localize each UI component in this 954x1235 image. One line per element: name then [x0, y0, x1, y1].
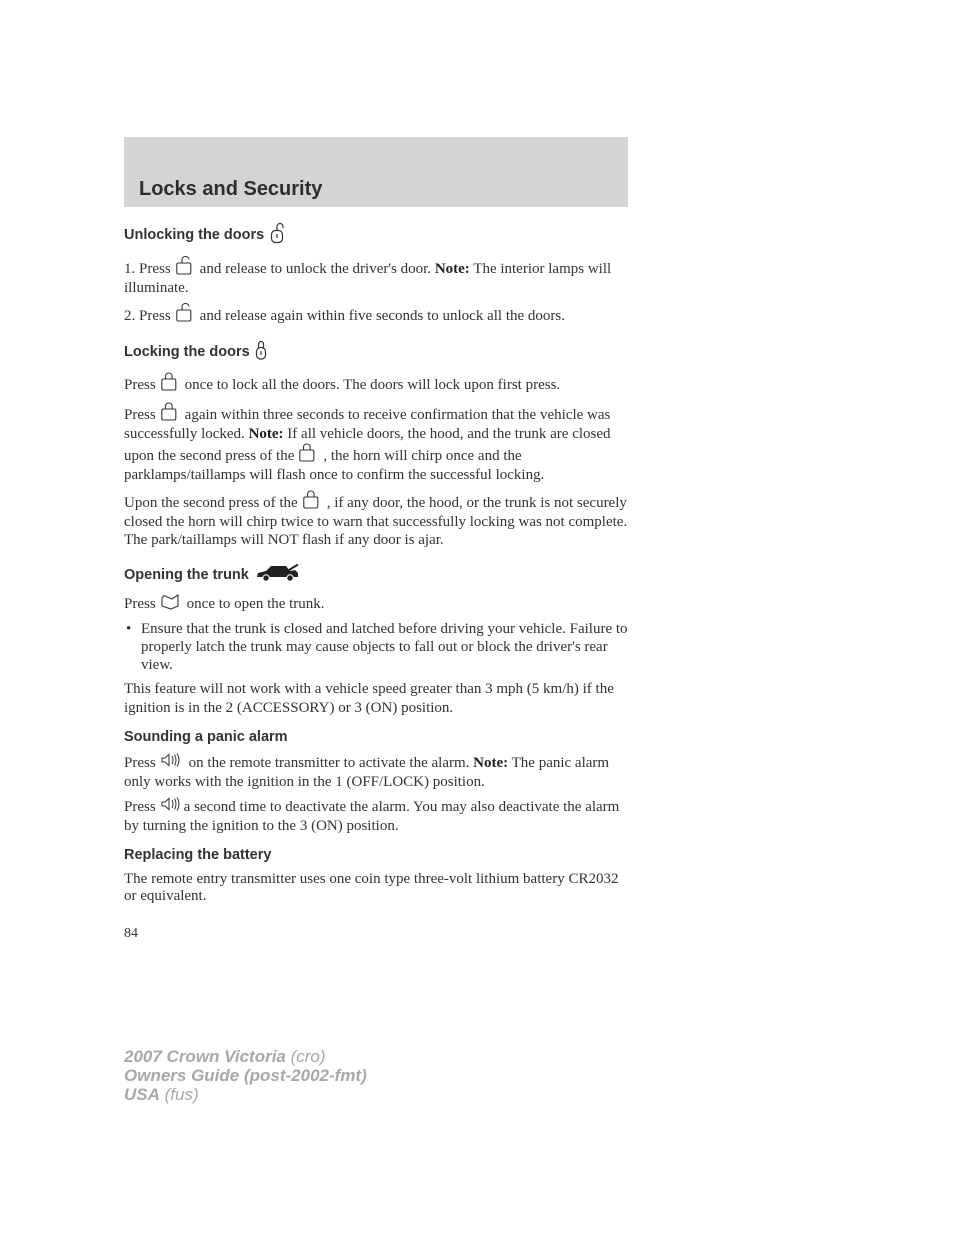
lock-para-3-start: Upon the second press of the [124, 495, 298, 511]
trunk-para-1-start: Press [124, 595, 156, 612]
lock-para-2-end: , the horn will chirp once and the parklamps/taillamps will flash once to confirm the successful locking. [124, 448, 545, 483]
trunk-icon [161, 594, 179, 610]
heading-unlocking-text: Unlocking the doors [124, 227, 265, 243]
note-label: Note: [434, 261, 470, 277]
page-number: 84 [124, 926, 138, 941]
panic-icon [161, 753, 181, 769]
lock-icon [303, 490, 319, 509]
heading-panic: Sounding a panic alarm [124, 729, 288, 745]
unlock-step-1 [124, 256, 630, 297]
unlock-icon [176, 303, 192, 322]
panic-para-1-mid: on the remote transmitter to activate the alarm. [188, 755, 470, 771]
lock-para-1-end: once to lock all the doors. The doors will lock upon first press. [184, 376, 561, 393]
lock-para-2-cont: If all vehicle doors, the hood, and the trunk are closed upon the second press of the [124, 425, 611, 464]
footer-model-code: (cro) [290, 1047, 326, 1066]
lock-para-1-start: Press [124, 376, 156, 393]
footer-market-code: (fus) [164, 1085, 199, 1104]
heading-trunk-text: Opening the trunk [124, 566, 249, 583]
unlock-icon [269, 222, 285, 248]
page-content [124, 220, 630, 905]
footer-line-1 [124, 1047, 367, 1066]
lock-para-2-mid: again within three seconds to receive confirmation that the vehicle was successfully locked. [124, 407, 611, 442]
battery-para-1: The remote entry transmitter uses one coin type three-volt lithium battery CR2032 or equivalent. [124, 871, 619, 904]
unlock-icon [176, 256, 192, 275]
lock-para-1 [124, 372, 630, 395]
panic-para-1-end: The panic alarm only works with the ignition in the 1 (OFF/LOCK) position. [124, 755, 610, 790]
trunk-para-2: This feature will not work with a vehicle speed greater than 3 mph (5 km/h) if the ignition is in the 2 (ACCESSORY) or 3 (ON) position. [124, 681, 614, 716]
footer-market: USA [124, 1085, 160, 1104]
note-label: Note: [248, 425, 284, 442]
lock-icon [299, 443, 315, 462]
footer-line-2 [124, 1066, 367, 1085]
heading-battery: Replacing the battery [124, 847, 272, 863]
document-footer [124, 1047, 367, 1104]
panic-icon [161, 797, 181, 813]
car-icon [254, 564, 300, 586]
lock-para-3-end: , if any door, the hood, or the trunk is not securely closed the horn will chirp twice to warn that successfully locking was not complete. The park/taillamps will NOT flash if any door is ajar. [124, 495, 628, 548]
panic-para-2-start: Press [124, 799, 156, 815]
unlock-step-2-end: and release again within five seconds to unlock all the doors. [199, 308, 565, 324]
heading-locking-text: Locking the doors [124, 343, 250, 360]
unlock-step-2-start: 2. Press [124, 308, 171, 324]
panic-para-1 [124, 753, 630, 791]
lock-para-3 [124, 490, 630, 550]
unlock-step-1-end: The interior lamps will illuminate. [124, 261, 612, 296]
unlock-step-1-start: 1. Press [124, 261, 171, 277]
trunk-para-1-end: once to open the trunk. [186, 595, 325, 612]
heading-trunk [124, 564, 630, 586]
panic-para-2-end: a second time to deactivate the alarm. You may also deactivate the alarm by turning the ignition to the 3 (ON) position. [124, 799, 620, 834]
unlock-step-2 [124, 303, 630, 326]
footer-line-3 [124, 1085, 367, 1104]
footer-model: 2007 Crown Victoria [124, 1047, 286, 1066]
list-item: • Ensure that the trunk is closed and latched before driving your vehicle. Failure to properly latch the trunk may cause objects to fall out or block the driver's rear view. [124, 620, 630, 674]
unlock-step-1-mid: and release to unlock the driver's door. [199, 261, 432, 277]
lock-para-2-start: Press [124, 407, 156, 423]
note-label: Note: [473, 755, 509, 771]
chapter-header [124, 137, 628, 207]
lock-para-2 [124, 402, 630, 484]
lock-icon [161, 372, 177, 391]
heading-locking [124, 340, 630, 364]
lock-icon [255, 340, 267, 364]
trunk-bullet-list [124, 620, 630, 674]
panic-para-1-start: Press [124, 755, 156, 771]
lock-icon [161, 402, 177, 421]
footer-guide: Owners Guide (post-2002-fmt) [124, 1066, 367, 1085]
heading-unlocking [124, 222, 630, 248]
chapter-title: Locks and Security [139, 178, 323, 200]
panic-para-2 [124, 797, 630, 835]
trunk-para-1 [124, 594, 630, 614]
